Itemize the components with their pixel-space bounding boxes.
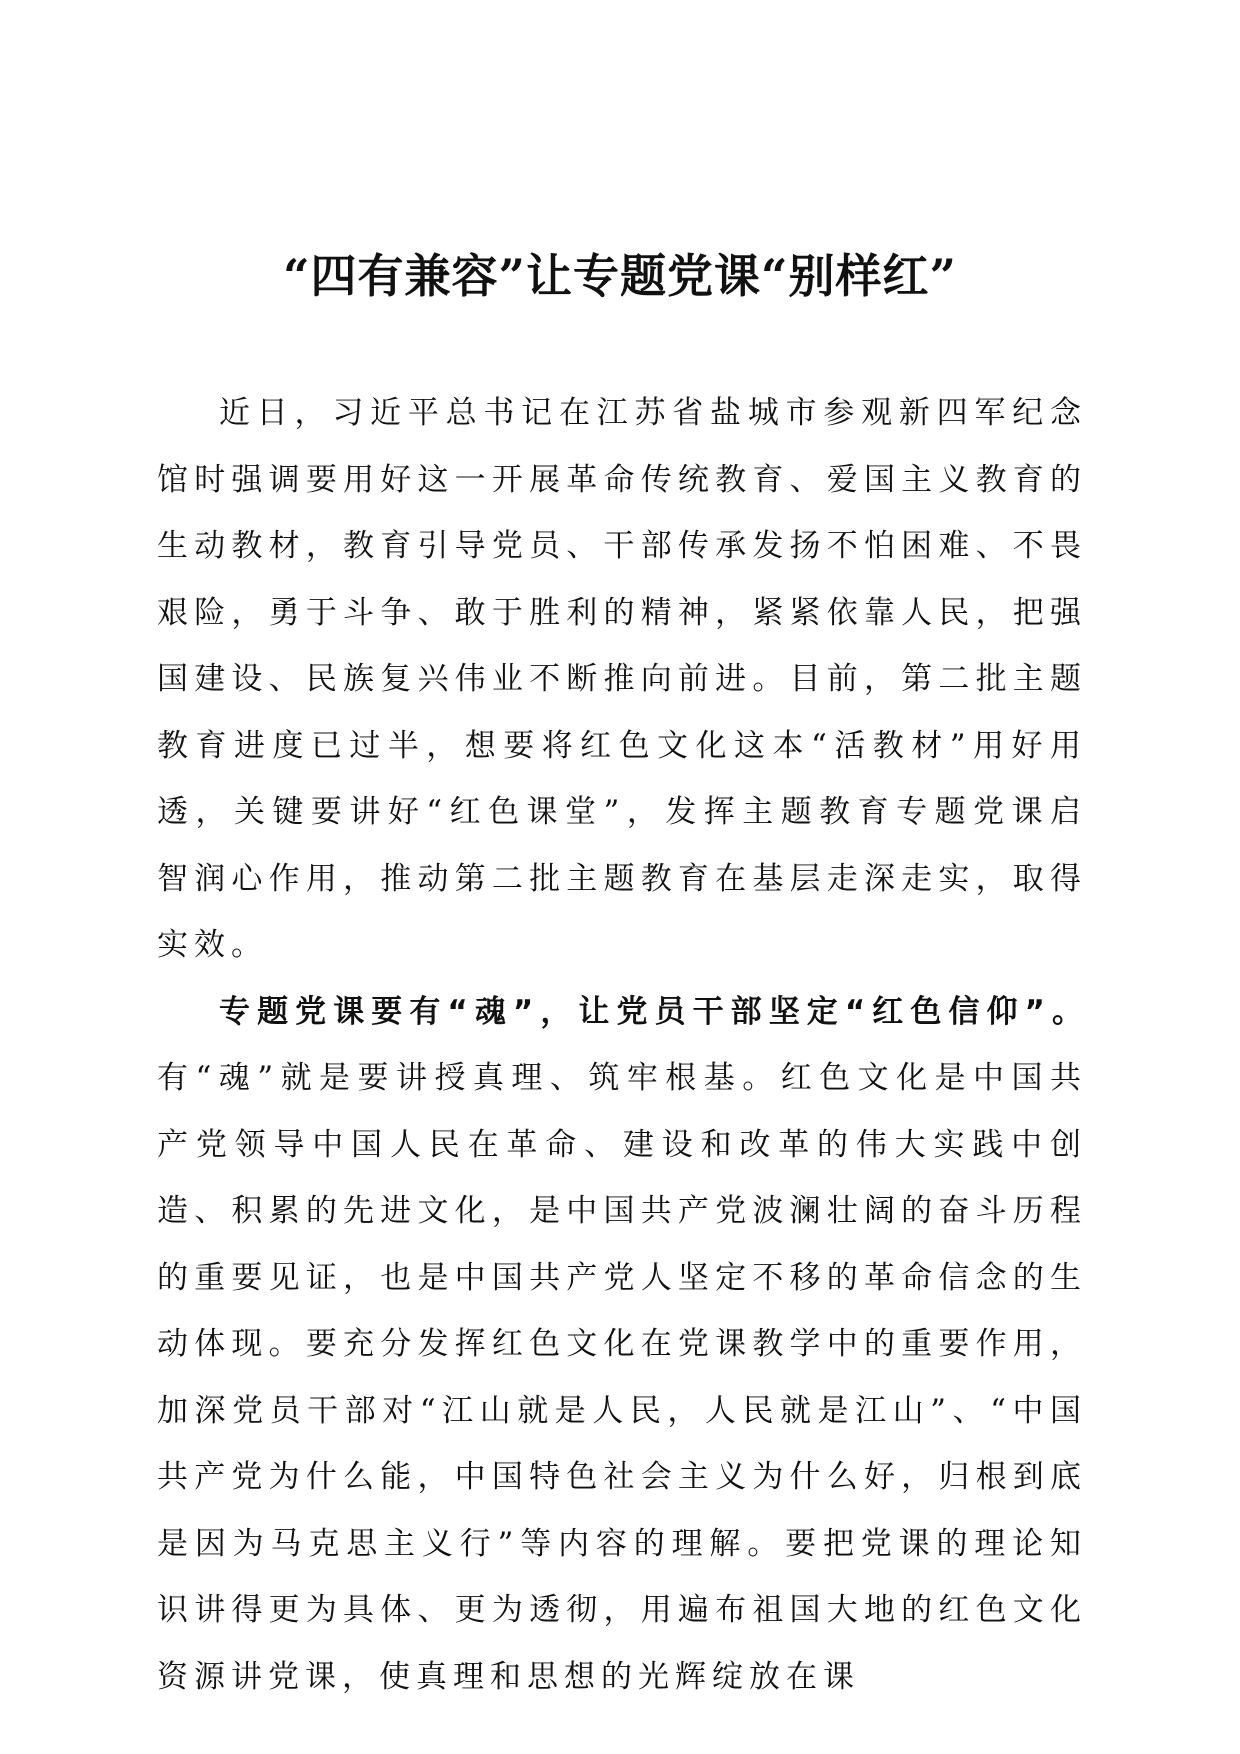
paragraph-soul-heading: 专题党课要有“魂”，让党员干部坚定“红色信仰”。 (219, 993, 1087, 1030)
paragraph-intro-text: 近日，习近平总书记在江苏省盐城市参观新四军纪念馆时强调要用好这一开展革命传统教育、爱国主义教育的生动教材，教育引导党员、干部传承发扬不怕困难、不畏艰险，勇于斗争、敢于胜利的精神，紧紧依靠人民，把强国建设、民族复兴伟业不断推向前进。目前，第二批主题教育进度已过半，想要将红色文化这本“活教材”用好用透，关键要讲好“红色课堂”，发挥主题教育专题党课启智润心作用，推动第二批主题教育在基层走深走实，取得实效。 (157, 395, 1087, 963)
paragraph-intro (157, 380, 1087, 979)
document-body (157, 380, 1087, 1710)
document-title: “四有兼容”让专题党课“别样红” (283, 249, 957, 303)
paragraph-soul-text: 有“魂”就是要讲授真理、筑牢根基。红色文化是中国共产党领导中国人民在革命、建设和改革的伟大实践中创造、积累的先进文化，是中国共产党波澜壮阔的奋斗历程的重要见证，也是中国共产党人坚定不移的革命信念的生动体现。要充分发挥红色文化在党课教学中的重要作用，加深党员干部对“江山就是人民，人民就是江山”、“中国共产党为什么能，中国特色社会主义为什么好，归根到底是因为马克思主义行”等内容的理解。要把党课的理论知识讲得更为具体、更为透彻，用遍布祖国大地的红色文化资源讲党课，使真理和思想的光辉绽放在课 (157, 1060, 1087, 1695)
paragraph-soul (157, 979, 1087, 1711)
